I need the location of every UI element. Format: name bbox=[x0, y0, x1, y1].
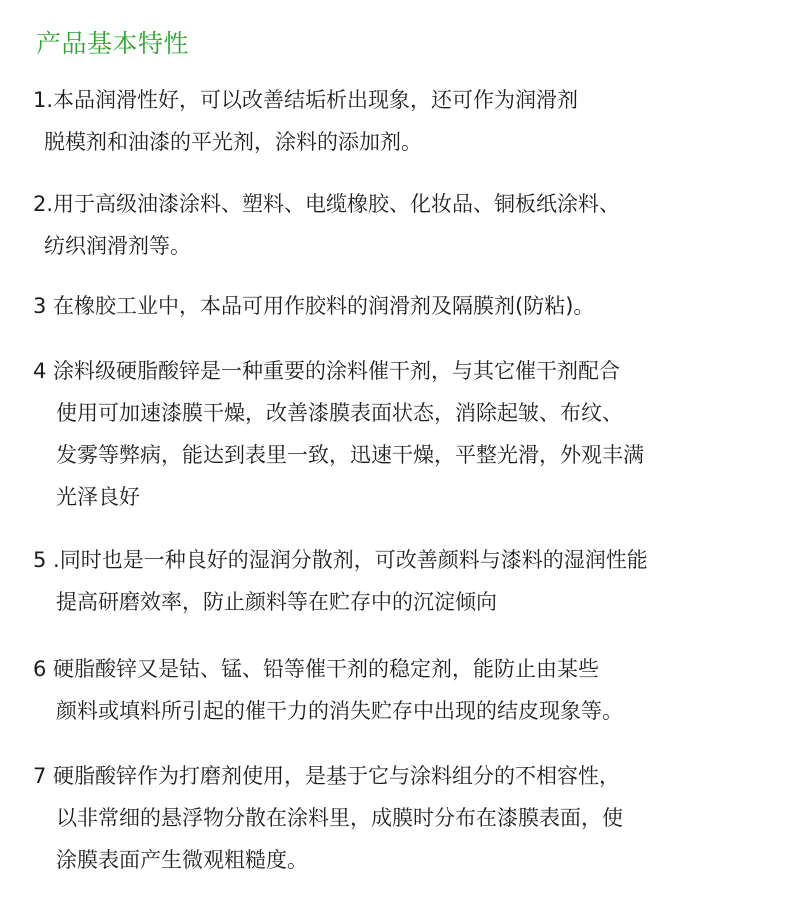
feature-item-3 bbox=[0, 285, 790, 327]
item-line: 脱模剂和油漆的平光剂，涂料的添加剂。 bbox=[44, 130, 422, 154]
item-line: 纺织润滑剂等。 bbox=[44, 234, 191, 258]
feature-item-7 bbox=[0, 755, 790, 881]
feature-item-2 bbox=[0, 183, 790, 267]
item-line: 2.用于高级油漆涂料、塑料、电缆橡胶、化妆品、铜板纸涂料、 bbox=[33, 192, 621, 216]
item-line: 5 .同时也是一种良好的湿润分散剂，可改善颜料与漆料的湿润性能 bbox=[33, 548, 648, 572]
feature-item-5 bbox=[0, 539, 790, 623]
item-line: 1.本品润滑性好，可以改善结垢析出现象，还可作为润滑剂 bbox=[33, 88, 579, 112]
item-line: 6 硬脂酸锌又是钴、锰、铅等催干剂的稳定剂，能防止由某些 bbox=[33, 657, 600, 681]
section-title: 产品基本特性 bbox=[36, 29, 190, 58]
item-line: 3 在橡胶工业中，本品可用作胶料的润滑剂及隔膜剂(防粘)。 bbox=[33, 294, 595, 318]
feature-item-4 bbox=[0, 350, 790, 518]
item-line: 使用可加速漆膜干燥，改善漆膜表面状态，消除起皱、布纹、 bbox=[56, 401, 623, 425]
item-line: 光泽良好 bbox=[56, 485, 140, 509]
item-line: 以非常细的悬浮物分散在涂料里，成膜时分布在漆膜表面，使 bbox=[56, 806, 623, 830]
feature-item-1 bbox=[0, 79, 790, 163]
item-line: 提高研磨效率，防止颜料等在贮存中的沉淀倾向 bbox=[56, 590, 497, 614]
item-line: 涂膜表面产生微观粗糙度。 bbox=[56, 848, 308, 872]
item-line: 颜料或填料所引起的催干力的消失贮存中出现的结皮现象等。 bbox=[56, 699, 623, 723]
item-line: 发雾等弊病，能达到表里一致，迅速干燥，平整光滑，外观丰满 bbox=[56, 443, 644, 467]
feature-item-6 bbox=[0, 648, 790, 732]
item-line: 7 硬脂酸锌作为打磨剂使用，是基于它与涂料组分的不相容性， bbox=[33, 764, 621, 788]
item-line: 4 涂料级硬脂酸锌是一种重要的涂料催干剂，与其它催干剂配合 bbox=[33, 359, 621, 383]
